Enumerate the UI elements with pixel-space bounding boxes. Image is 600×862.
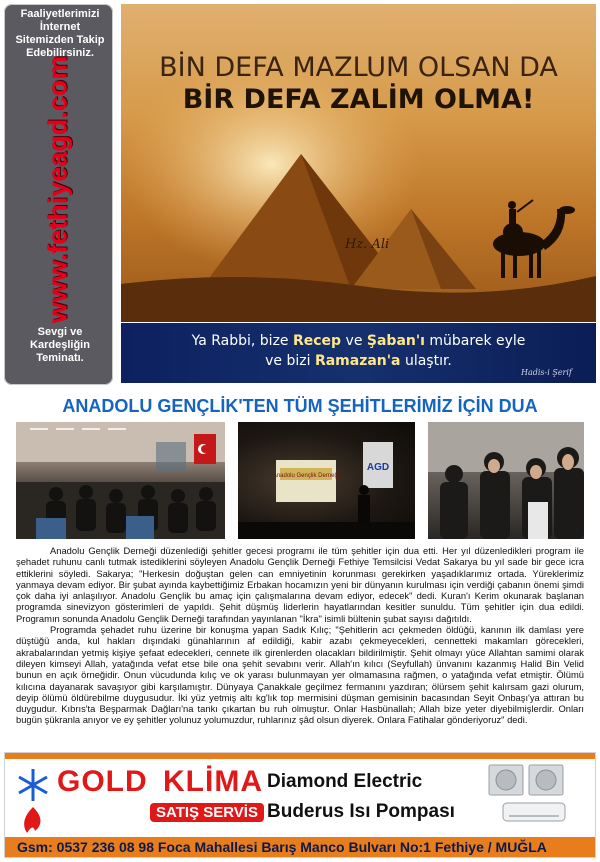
sidebar-panel: [4, 4, 113, 385]
camel-rider-icon: [493, 200, 575, 278]
ad-brand-gold: GOLD: [57, 765, 148, 798]
dua-highlight-ramazan: Ramazan'a: [314, 353, 401, 369]
hero-quote-line1: BİN DEFA MAZLUM OLSAN DA: [159, 52, 558, 83]
dua-line1: [121, 333, 596, 349]
event-photo-audience: [16, 422, 225, 539]
dua-highlight-recep: Recep: [292, 333, 342, 349]
article-body: [16, 545, 584, 726]
ad-product-buderus: Buderus Isı Pompası: [267, 801, 455, 822]
event-photo-students: [428, 422, 584, 539]
article-paragraph-2: Programda şehadet ruhu üzerine bir konuşma yapan Sadık Kılıç; "Şehitlerin acı çekmeden öldüğü, kanının ilk damlası yere düştüğü anda, kul hakları dışındaki günahlarının af edildiği, kabir azabı çekmeyecekleri, cennetteki makamları görecekleri, akrabalarından yetmiş kişiye şefaat edecekleri, cennete ilk girenlerden olacakları bildirilmiştir. Şehit olmayı yüce Allahtan samimi olarak dileyen kimseyi Allah, yatağında vefat etse bile ona şehit sevabını verir. Allah'ın kılıcı (Seyfullah) ünvanını kazanmış Halid Bin Velid bunun en açık örneğidir. Onun vücudunda kılıç ve ok yarası bulunmayan yer olmamasına rağmen, o yatağında vefat etmiştir. Ölümü kılıcına dayanarak savaşıyor gibi karşılamıştır. Dünyaya Çanakkale geçilmez fermanını yazdıran; ölürsem şehit kalırsam gazi olurum, deyip ölümü öldürebilme duygusudur. İki yüz yetmiş altı kg'lık top mermisini düşman gemisinin bacasından Seyit Onbaşı'ya attıran bu duygudur. Kıbrıs'ta Beşparmak Dağları'na tankı çıkartan bu ruh olmuştur. Onlar Hasbünallah; Allah bize yeter diyebilmişlerdir. Onları bugün şükranla anıyor ve ey şehitler yolunuz yolumuzdur, ruhlarınız şâd olsun diyerek. Onlara Fatihalar gönderiyoruz" dedi.: [16, 624, 584, 726]
article-headline: ANADOLU GENÇLİK'TEN TÜM ŞEHİTLERİMİZ İÇİN DUA: [62, 396, 538, 416]
sidebar-website-url[interactable]: www.fethiyeagd.com: [42, 55, 73, 324]
ad-sales-service-badge: SATIŞ SERVİS: [150, 803, 264, 822]
air-conditioner-units-icon: [483, 761, 573, 837]
dua-banner: [121, 323, 596, 383]
ad-top-strip: [5, 753, 596, 759]
ad-brand-klima: KLİMA: [163, 765, 263, 798]
event-photo-projection: [238, 422, 415, 539]
article-paragraph-1: Anadolu Gençlik Derneği düzenlediği şehitler gecesi programı ile tüm şehitler için dua etti. Her yıl düzenledikleri program ile şehadet ruhunu canlı tutmak istediklerini söyleyen Anadolu Gençlik Derneği Fethiye Temsilcisi Vedat Sakarya bu yıl sade bir gece icra ettiklerini söyledi. Sakarya; "Herkesin doğuştan gelen can emniyetinin korunması gerekirken yaşadıklarımız ortada. Yüreklerimiz yanmaya devam ediyor. Bir şubat ayında kaybettiğimiz Erbakan hocamızın yeni bir dünyanın kurulması için verdiği çabanın önemi şimdi çok daha iyi anlaşılıyor. Anadolu Gençlik bu amaç için çalışmalarına devam ediyor, edecek" dedi. Kuran'ı Kerim okunarak başlanan programda sinevizyon gösterimleri de yapıldı. Şehit düşmüş liderlerin hayatlarından kesitler sunuldu. Tüm şehitler için dua edildi. Programın sonunda Anadolu Gençlik Derneği tarafından yayınlanan "İkra" isimli bültenin şubat sayısı dağıtıldı.: [16, 545, 584, 624]
ad-contact-info: Gsm: 0537 236 08 98 Foca Mahallesi Barış Manco Bulvarı No:1 Fethiye / MUĞLA: [17, 839, 547, 855]
hero-quote-line2: BİR DEFA ZALİM OLMA!: [182, 84, 535, 115]
dua-text: Ya Rabbi, bize: [191, 333, 293, 349]
dua-line2: [121, 353, 596, 369]
dua-text: ulaştır.: [400, 353, 452, 369]
audience-scene: [16, 422, 225, 539]
sidebar-bottom-text: Sevgi ve Kardeşliğin Teminatı.: [30, 326, 90, 364]
projection-banner-text: Anadolu Gençlik Derneği: [272, 473, 340, 479]
gold-klima-advertisement: [4, 752, 596, 858]
dua-highlight-saban: Şaban'ı: [366, 333, 425, 349]
snowflake-flame-icon: [13, 765, 53, 835]
agd-logo: AGD: [366, 462, 390, 473]
hero-attribution: Hz. Ali: [345, 237, 390, 252]
ad-product-diamond: Diamond Electric: [267, 771, 423, 792]
dua-source: Hadis-i Şerif: [521, 368, 572, 377]
sidebar-url-wrap: [8, 55, 108, 324]
dua-text: ve: [341, 333, 367, 349]
sidebar-top-text: Faaliyetlerimizi İnternet Sitemizden Takip Edebilirsiniz.: [15, 8, 105, 59]
projection-scene: [238, 422, 415, 539]
dua-text: mübarek eyle: [424, 333, 526, 349]
students-scene: [428, 422, 584, 539]
dua-text: ve bizi: [265, 353, 315, 369]
hero-poster: [121, 4, 596, 322]
